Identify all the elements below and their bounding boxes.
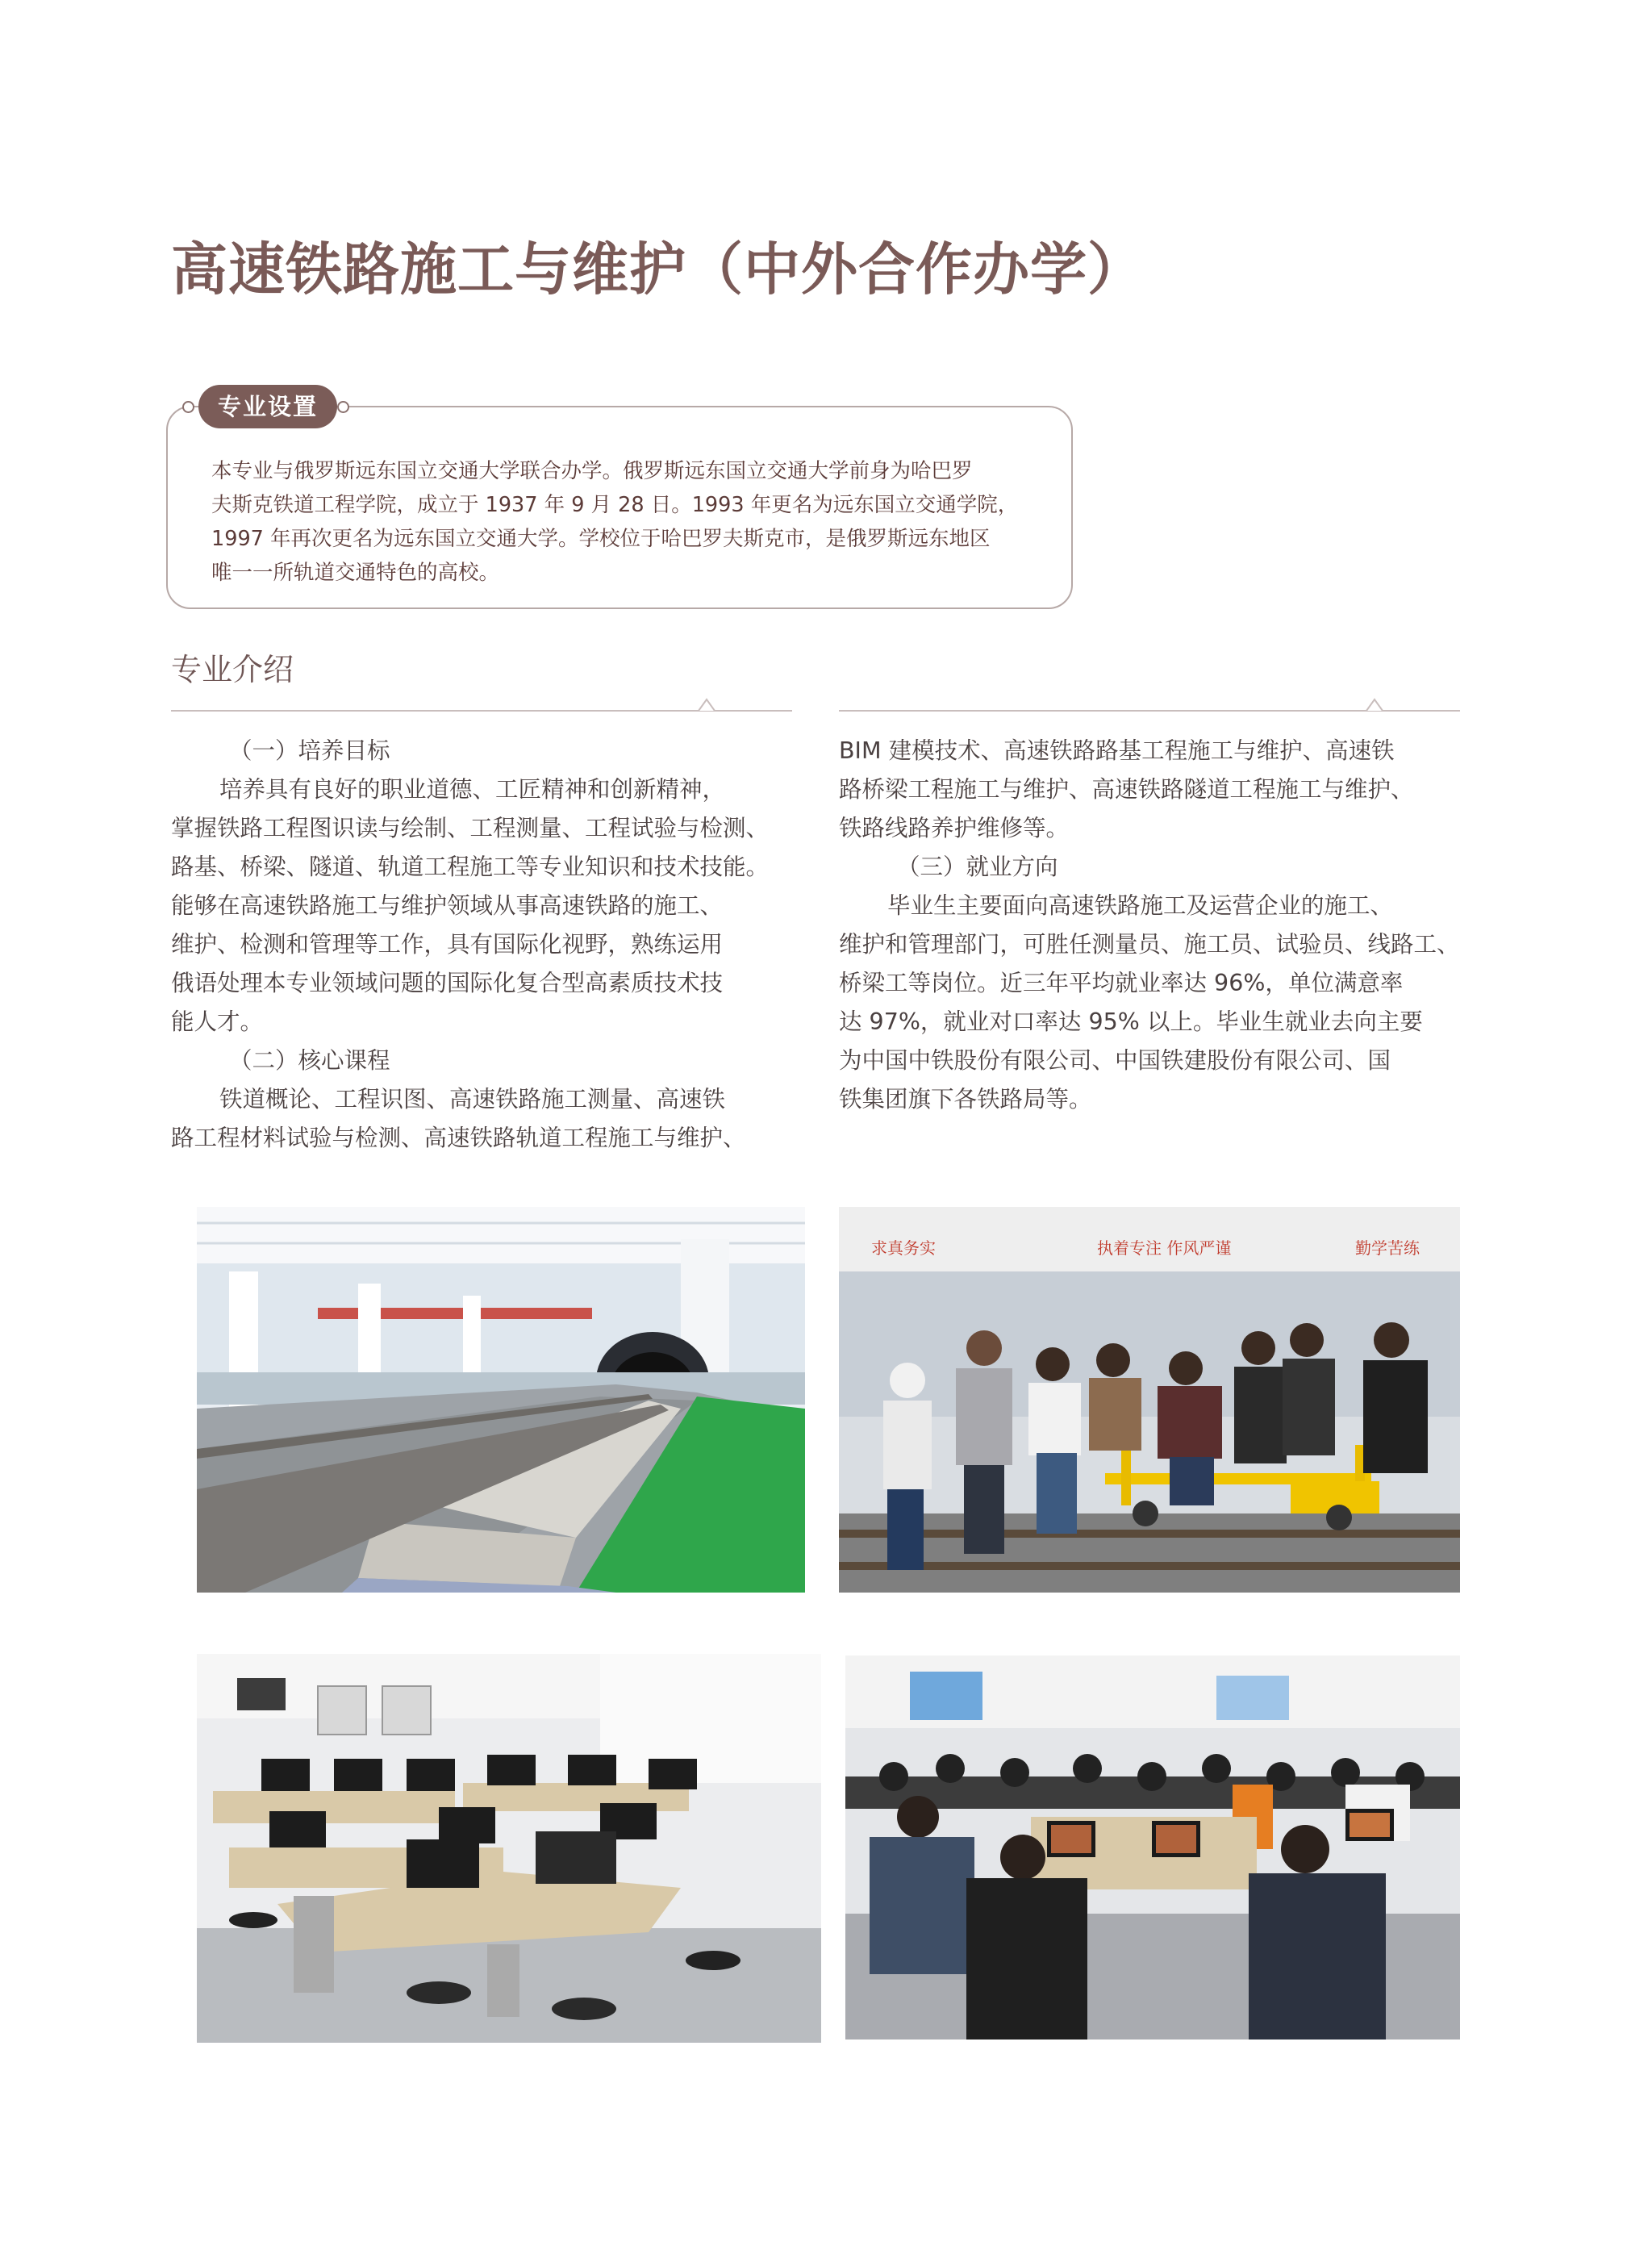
setup-line: 本专业与俄罗斯远东国立交通大学联合办学。俄罗斯远东国立交通大学前身为哈巴罗 — [211, 459, 973, 483]
right-rule-notch — [1349, 695, 1397, 712]
page-title: 高速铁路施工与维护（中外合作办学） — [171, 236, 1145, 303]
section-title: 专业介绍 — [171, 652, 294, 687]
photo-students-computers — [845, 1655, 1460, 2040]
setup-left-dot — [182, 401, 194, 413]
paragraph-line: 能够在高速铁路施工与维护领域从事高速铁路的施工、 — [171, 892, 724, 919]
paragraph-line: 路桥梁工程施工与维护、高速铁路隧道工程施工与维护、 — [839, 776, 1414, 803]
banner-text-1: 求真务实 — [871, 1238, 936, 1258]
paragraph-line: 铁道概论、工程识图、高速铁路施工测量、高速铁 — [219, 1086, 726, 1113]
paragraph-line: 俄语处理本专业领域问题的国际化复合型高素质技术技 — [171, 970, 724, 996]
paragraph-line: 桥梁工等岗位。近三年平均就业率达 96%，单位满意率 — [839, 970, 1404, 996]
paragraph-line: 路工程材料试验与检测、高速铁路轨道工程施工与维护、 — [171, 1125, 746, 1151]
left-column — [171, 732, 792, 1158]
paragraph-line: 路基、桥梁、隧道、轨道工程施工等专业知识和技术技能。 — [171, 854, 770, 880]
setup-badge: 专业设置 — [198, 385, 337, 428]
setup-line: 夫斯克铁道工程学院，成立于 1937 年 9 月 28 日。1993 年更名为远东国立交通学院， — [211, 493, 1019, 517]
right-column — [839, 732, 1460, 1119]
paragraph-line: 维护和管理部门，可胜任测量员、施工员、试验员、线路工、 — [839, 931, 1460, 958]
paragraph-line: 铁集团旗下各铁路局等。 — [839, 1086, 1092, 1113]
setup-text — [211, 454, 1050, 590]
paragraph-line: 铁路线路养护维修等。 — [839, 815, 1070, 841]
paragraph-line: 维护、检测和管理等工作，具有国际化视野，熟练运用 — [171, 931, 724, 958]
photo-computer-room — [197, 1654, 821, 2043]
subheading: （二）核心课程 — [229, 1047, 390, 1074]
paragraph-line: 掌握铁路工程图识读与绘制、工程测量、工程试验与检测、 — [171, 815, 770, 841]
setup-line: 1997 年再次更名为远东国立交通大学。学校位于哈巴罗夫斯克市，是俄罗斯远东地区 — [211, 527, 991, 551]
paragraph-line: 能人才。 — [171, 1008, 264, 1035]
subheading: （三）就业方向 — [897, 854, 1058, 880]
setup-line: 唯一一所轨道交通特色的高校。 — [211, 561, 500, 585]
paragraph-line: 培养具有良好的职业道德、工匠精神和创新精神， — [219, 776, 726, 803]
banner-text-3: 勤学苦练 — [1355, 1238, 1420, 1258]
paragraph-line: BIM 建模技术、高速铁路路基工程施工与维护、高速铁 — [839, 737, 1395, 764]
paragraph-line: 毕业生主要面向高速铁路施工及运营企业的施工、 — [887, 892, 1394, 919]
paragraph-line: 为中国中铁股份有限公司、中国铁建股份有限公司、国 — [839, 1047, 1391, 1074]
banner-text-2: 执着专注 作风严谨 — [1097, 1238, 1232, 1258]
photo-track-trolley — [839, 1207, 1460, 1593]
paragraph-line: 达 97%，就业对口率达 95% 以上。毕业生就业去向主要 — [839, 1008, 1423, 1035]
photo-track-lab — [197, 1207, 805, 1593]
left-rule-notch — [681, 695, 729, 712]
subheading: （一）培养目标 — [229, 737, 390, 764]
setup-right-dot — [337, 401, 349, 413]
